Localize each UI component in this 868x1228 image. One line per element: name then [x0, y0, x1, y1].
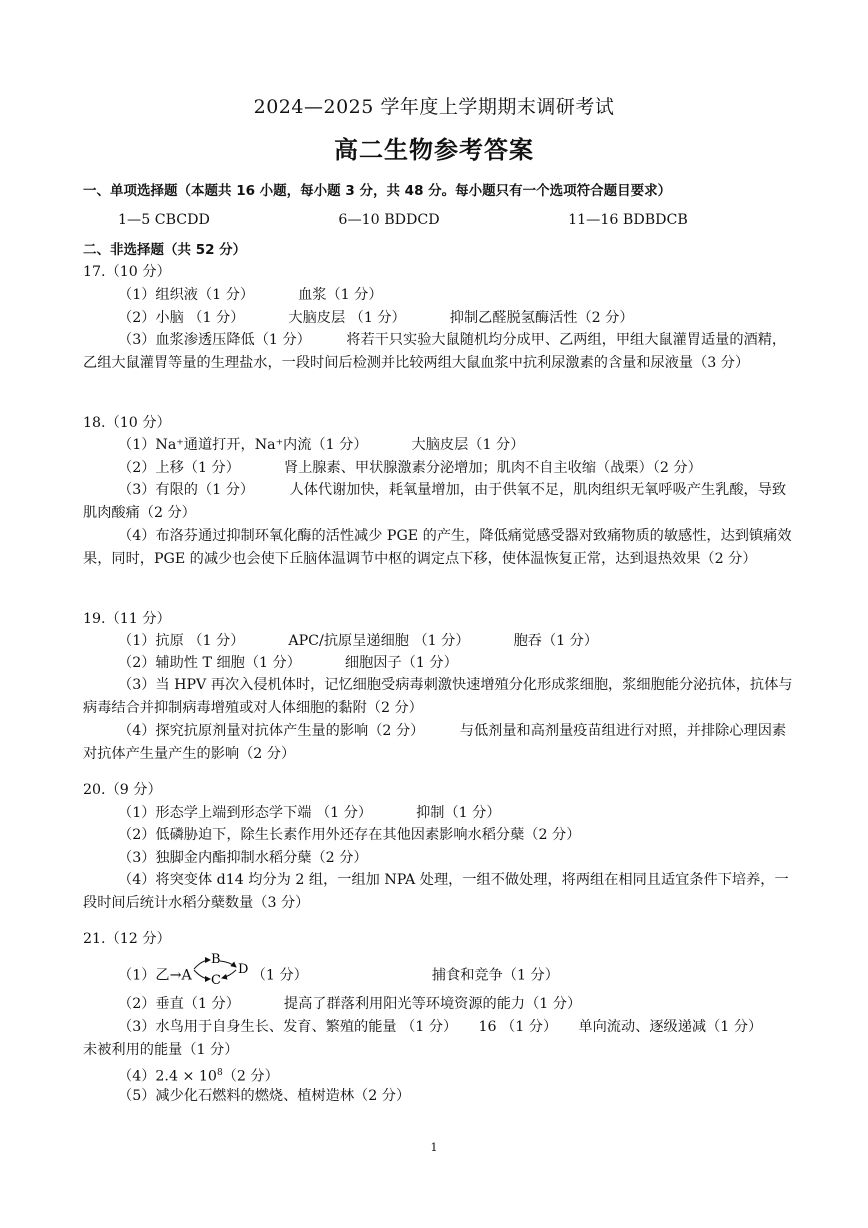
- q19-part2: [118, 652, 458, 674]
- q19-1-answer-c: 胞吞（1 分）: [513, 633, 599, 649]
- q17-2-answer-b: 大脑皮层 （1 分）: [288, 310, 406, 326]
- q18-part2: [118, 457, 702, 479]
- arrow-b-to-d: [220, 961, 236, 967]
- q20-part4: （4）将突变体 d14 均分为 2 组，一组加 NPA 处理，一组不做处理，将两组在相同且适宜条件下培养，一段时间后统计水稻分蘖数量（3 分）: [83, 872, 789, 911]
- q20-part3: （3）独脚金内酯抑制水稻分蘖（2 分）: [118, 850, 368, 866]
- q21-part5: （5）减少化石燃料的燃烧、植树造林（2 分）: [118, 1088, 411, 1104]
- node-b: B: [210, 952, 221, 967]
- q19-2-answer-a: （2）辅助性 T 细胞（1 分）: [118, 655, 301, 671]
- q18-part4: （4）布洛芬通过抑制环氧化酶的活性减少 PGE 的产生，降低痛觉感受器对致痛物质的敏感性，达到镇痛效果，同时，PGE 的减少也会使下丘脑体温调节中枢的调定点下移，使体温恢复正常，达到退热效果（2 分）: [83, 528, 792, 567]
- q21-2-answer-a: （2）垂直（1 分）: [118, 996, 240, 1012]
- q19-part3: （3）当 HPV 再次入侵机体时，记忆细胞受病毒刺激快速增殖分化形成浆细胞，浆细胞能分泌抗体，抗体与病毒结合并抑制病毒增殖或对人体细胞的黏附（2 分）: [83, 677, 793, 716]
- q18-1-answer-b: 大脑皮层（1 分）: [411, 437, 525, 453]
- mc-answers-6-10: 6—10 BDDCD: [338, 212, 440, 228]
- q18-part1: [118, 434, 524, 456]
- arrow-a-to-b: [194, 960, 210, 969]
- food-web-diagram: [192, 952, 252, 999]
- section1-heading: 一、单项选择题（本题共 16 小题，每小题 3 分，共 48 分。每小题只有一个选项符合题目要求）: [83, 183, 672, 199]
- q19-part4: （4）探究抗原剂量对抗体产生量的影响（2 分） 与低剂量和高剂量疫苗组进行对照，并排除心理因素对抗体产生量产生的影响（2 分）: [83, 723, 787, 762]
- q21-4-score: （2 分）: [222, 1068, 279, 1085]
- q17-1-answer-a: （1）组织液（1 分）: [118, 287, 255, 303]
- q18-label: 18.（10 分）: [83, 415, 171, 431]
- section2-heading: 二、非选择题（共 52 分）: [83, 242, 247, 258]
- q21-part1: [118, 952, 559, 999]
- q21-part4: [118, 1062, 279, 1088]
- q17-part1: [118, 284, 383, 306]
- q20-1-answer-a: （1）形态学上端到形态学下端 （1 分）: [118, 805, 373, 821]
- q21-part3: （3）水鸟用于自身生长、发育、繁殖的能量 （1 分） 16 （1 分） 单向流动、逐级递减（1 分） 未被利用的能量（1 分）: [83, 1019, 784, 1058]
- q18-2-answer-a: （2）上移（1 分）: [118, 460, 240, 476]
- q21-1-score: （1 分）: [251, 967, 308, 984]
- q17-part3: （3）血浆渗透压降低（1 分） 将若干只实验大鼠随机均分成甲、乙两组，甲组大鼠灌胃适量的酒精，乙组大鼠灌胃等量的生理盐水，一段时间后检测并比较两组大鼠血浆中抗利尿激素的含量和尿液量（3 分）: [83, 332, 787, 371]
- document-title: 高二生物参考答案: [334, 135, 534, 164]
- q20-1-answer-b: 抑制（1 分）: [416, 805, 501, 821]
- food-web-arrows: [192, 952, 252, 986]
- q20-part1: [118, 802, 501, 824]
- q21-food-web-start: （1）乙→A: [118, 967, 192, 984]
- mc-answers-1-5: 1—5 CBCDD: [118, 212, 210, 228]
- q21-4-value: （4）2.4 × 10: [118, 1068, 217, 1085]
- q19-1-answer-b: APC/抗原呈递细胞 （1 分）: [288, 633, 470, 649]
- node-d: D: [237, 962, 249, 977]
- q18-1-answer-a: （1）Na⁺通道打开，Na⁺内流（1 分）: [118, 437, 368, 453]
- q17-2-answer-c: 抑制乙醛脱氢酶活性（2 分）: [449, 310, 634, 326]
- q21-part2: [118, 993, 581, 1015]
- q17-2-answer-a: （2）小脑 （1 分）: [118, 310, 245, 326]
- q19-part1: [118, 630, 598, 652]
- q21-4-exponent: 8: [216, 1068, 223, 1078]
- arrow-a-to-c: [194, 970, 210, 979]
- q21-1-answer-b: 捕食和竞争（1 分）: [431, 967, 559, 984]
- q17-1-answer-b: 血浆（1 分）: [298, 287, 383, 303]
- node-c: C: [210, 973, 221, 986]
- q19-label: 19.（11 分）: [83, 611, 171, 627]
- q21-label: 21.（12 分）: [83, 931, 171, 947]
- q19-1-answer-a: （1）抗原 （1 分）: [118, 633, 245, 649]
- mc-answers-11-16: 11—16 BDBDCB: [568, 212, 688, 228]
- q20-label: 20.（9 分）: [83, 782, 162, 798]
- q19-2-answer-b: 细胞因子（1 分）: [344, 655, 458, 671]
- page-number: 1: [430, 1141, 438, 1154]
- mc-answers: [118, 209, 688, 231]
- arrow-d-to-c: [222, 970, 236, 978]
- q17-label: 17.（10 分）: [83, 264, 171, 280]
- q21-2-answer-b: 提高了群落利用阳光等环境资源的能力（1 分）: [283, 996, 582, 1012]
- q18-part3: （3）有限的（1 分） 人体代谢加快，耗氧量增加，由于供氧不足，肌肉组织无氧呼吸产生乳酸，导致肌肉酸痛（2 分）: [83, 482, 787, 521]
- q18-2-answer-b: 肾上腺素、甲状腺激素分泌增加；肌肉不自主收缩（战栗）（2 分）: [283, 460, 702, 476]
- q20-part2: （2）低磷胁迫下，除生长素作用外还存在其他因素影响水稻分蘖（2 分）: [118, 827, 581, 843]
- exam-title: 2024—2025 学年度上学期期末调研考试: [253, 96, 615, 118]
- q17-part2: [118, 307, 634, 329]
